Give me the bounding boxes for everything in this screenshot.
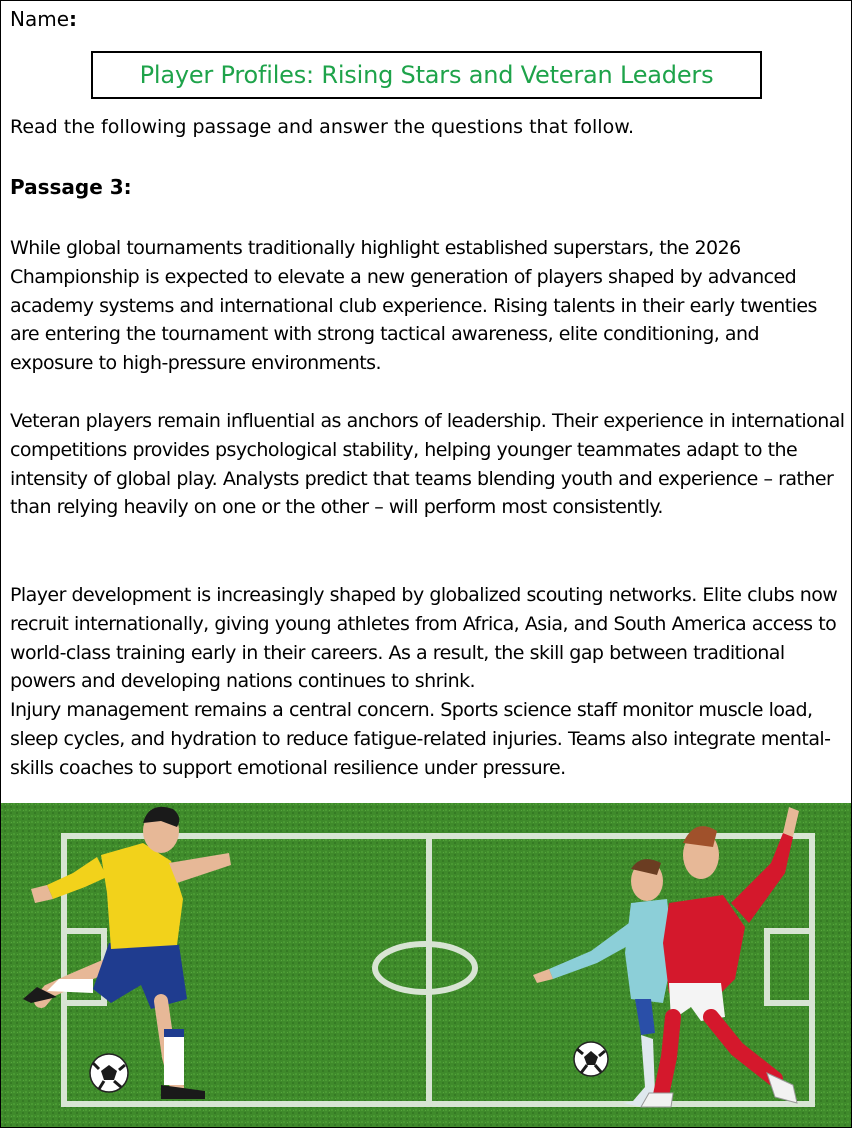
name-label: Name: [10, 7, 70, 31]
instructions: Read the following passage and answer the questions that follow.: [10, 116, 635, 138]
passage-label: Passage 3:: [10, 175, 132, 199]
paragraph-1: While global tournaments traditionally highlight established superstars, the 2026 Championship is expected to elevate a new generation of players shaped by advanced academy systems and international club experience. Rising talents in their early twenties are entering the tournament with strong tactical awareness, elite conditioning, and exposure to high-pressure environments.: [10, 237, 817, 375]
title-box: [91, 51, 762, 99]
soccer-field-illustration: [1, 803, 851, 1127]
paragraph-2: Veteran players remain influential as anchors of leadership. Their experience in international competitions provides psychological stability, helping younger teammates adapt to the intensity of global play. Analysts predict that teams blending youth and experience – rather than relying heavily on one or the other – will perform most consistently.: [10, 410, 845, 519]
worksheet-title: Player Profiles: Rising Stars and Veteran Leaders: [139, 61, 714, 89]
paragraph-4: Injury management remains a central concern. Sports science staff monitor muscle load, sleep cycles, and hydration to reduce fatigue-related injuries. Teams also integrate mental-skills coaches to support emotional resilience under pressure.: [10, 699, 831, 779]
name-colon: :: [69, 7, 78, 31]
name-field: [10, 7, 77, 31]
paragraph-3: Player development is increasingly shaped by globalized scouting networks. Elite clubs now recruit internationally, giving young athletes from Africa, Asia, and South America access to world-class training early in their careers. As a result, the skill gap between traditional powers and developing nations continues to shrink.: [10, 584, 838, 693]
